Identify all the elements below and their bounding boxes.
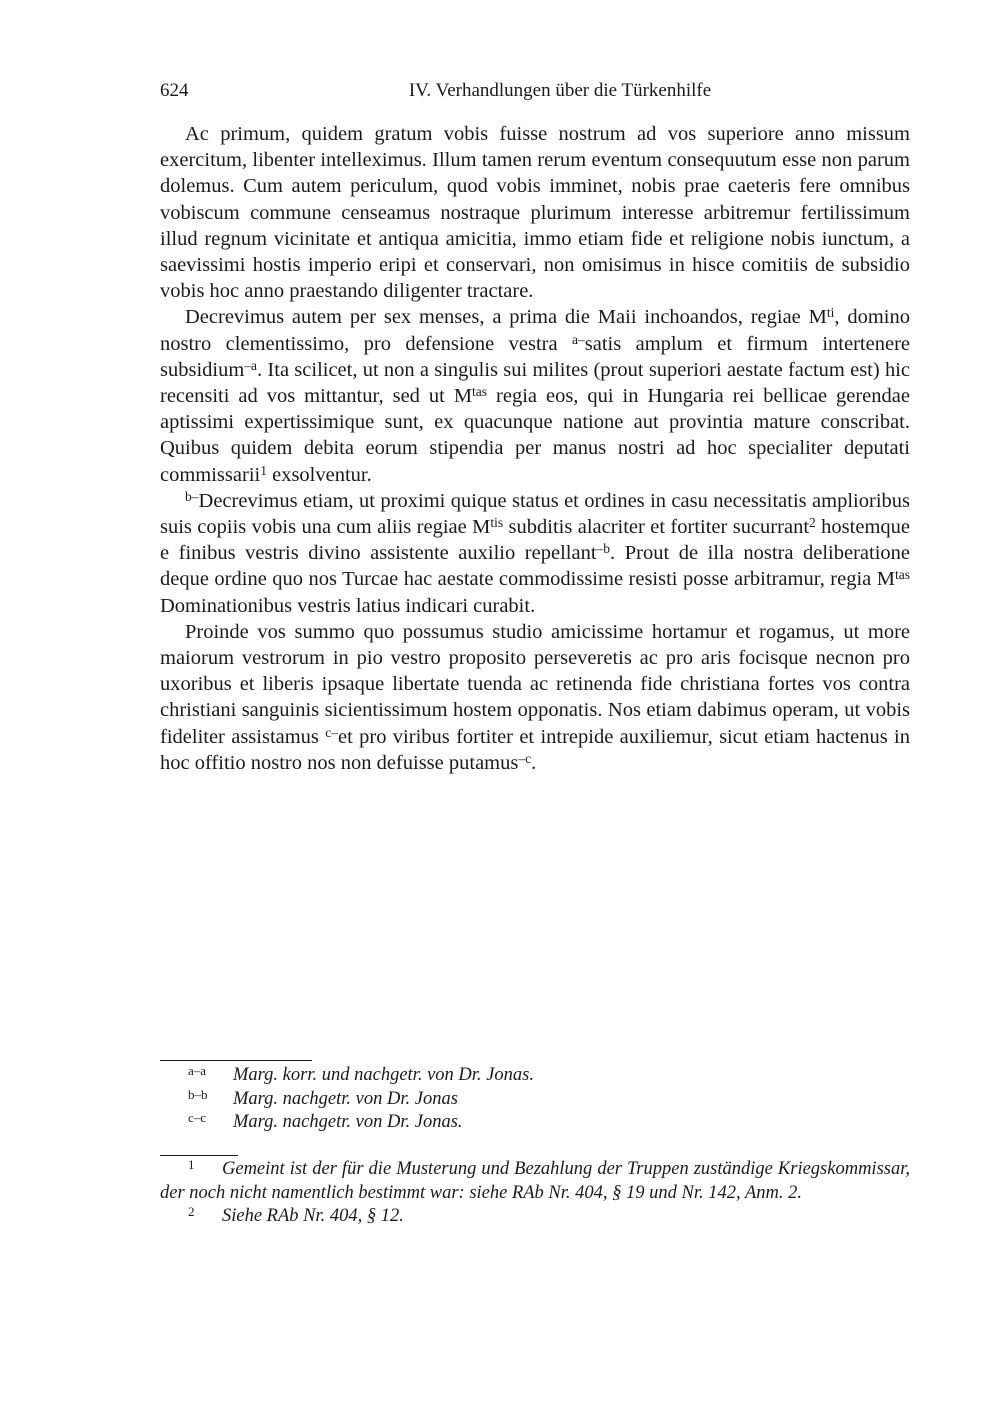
text-run: . Ita scilicet, ut non a singulis sui milites (prout superiori aestate factum est) hic recensiti ad vos mittantur, sed ut M xyxy=(160,358,910,408)
superscript: tas xyxy=(894,567,910,583)
text-run: , domino nostro clementissimo, pro defensione vestra xyxy=(160,306,910,355)
footnote-text: Gemeint ist der für die Musterung und Bezahlung der Truppen zuständige Kriegskommissar, der noch nicht namentlich bestimmt war: siehe RAb Nr. 404, § 19 und Nr. 142, Anm. 2. xyxy=(160,1159,910,1203)
superscript: tas xyxy=(472,383,488,399)
footnote xyxy=(160,1205,910,1229)
footnote-text: Siehe RAb Nr. 404, § 12. xyxy=(222,1206,404,1227)
footnote-mark: 2 xyxy=(188,1204,195,1220)
text-run: et pro viribus fortiter et intrepide auxiliemur, sicut etiam hactenus in hoc offitio nostro nos non defuisse putamus xyxy=(160,725,910,774)
critical-note xyxy=(160,1111,910,1135)
footnote-mark: 1 xyxy=(188,1157,195,1172)
paragraph-1: Ac primum, quidem gratum vobis fuisse nostrum ad vos superiore anno missum exercitum, libenter intelleximus. Illum tamen rerum eventum consequutum esse non parum dolemus. Cum autem periculum, quod vobis imminet, nobis prae caeteris fere omnibus vobiscum commune censeamus nostraque plurimum interesse arbitremur fertilissimum illud regnum vicinitate et antiqua amicitia, immo etiam fide et religione nobis iunctum, a saevissimi hostis imperio eripi et conservari, non omisimus in hisce comitiis de subsidio vobis hoc anno praestando diligenter tractare. xyxy=(160,123,910,303)
note-mark: b–b xyxy=(188,1086,208,1102)
note-marker-c-open: c– xyxy=(325,724,339,740)
note-marker-b-open: b– xyxy=(185,488,199,504)
text-run: regia eos, qui in Hungaria rei bellicae gerendae aptissimi expertissimique sunt, ex quacunque natione aut provintia mature conscribat. Quibus quidem debita eorum stipendia per manus nostri ad hoc specialiter deputati commissarii xyxy=(160,385,910,486)
note-marker-c-close: –c xyxy=(518,750,532,766)
text-run: Decrevimus etiam, ut proximi quique status et ordines in casu necessitatis amplioribus suis copiis vobis una cum aliis regiae M xyxy=(160,489,910,539)
critical-notes-rule xyxy=(160,1060,312,1061)
superscript: tis xyxy=(490,514,504,530)
note-text: Marg. korr. und nachgetr. von Dr. Jonas. xyxy=(233,1065,534,1085)
text-run: satis amplum et firmum intertenere subsidium xyxy=(160,332,910,381)
note-marker-a-close: –a xyxy=(244,357,258,373)
note-text: Marg. nachgetr. von Dr. Jonas xyxy=(233,1088,458,1109)
page-number: 624 xyxy=(160,80,189,101)
critical-notes xyxy=(160,1064,910,1135)
superscript: ti xyxy=(826,305,835,321)
footnotes xyxy=(160,1158,910,1229)
note-marker-b-close: –b xyxy=(596,541,611,557)
main-text xyxy=(160,121,910,776)
page-header xyxy=(160,80,910,108)
paragraph-3 xyxy=(160,488,910,619)
text-run: exsolventur. xyxy=(266,463,372,486)
note-mark: a–a xyxy=(188,1063,207,1078)
paragraph-2 xyxy=(160,304,910,487)
critical-note xyxy=(160,1064,910,1088)
footnote-ref-2: 2 xyxy=(809,514,816,530)
running-head: IV. Verhandlungen über die Türkenhilfe xyxy=(408,80,712,101)
text-run: Dominationibus vestris latius indicari curabit. xyxy=(160,594,536,617)
note-marker-a-open: a– xyxy=(571,331,585,347)
footnote-ref-1: 1 xyxy=(260,462,267,478)
note-text: Marg. nachgetr. von Dr. Jonas. xyxy=(233,1112,463,1133)
text-run: Decrevimus autem per sex menses, a prima die Maii inchoandos, regiae M xyxy=(185,306,827,329)
text-run: hostemque e finibus vestris divino assistente auxilio repellant xyxy=(160,516,910,565)
text-run: subditis alacriter et fortiter sucurrant xyxy=(503,516,810,539)
text-run: . Prout de illa nostra deliberatione deque ordine quo nos Turcae hac aestate commodissime resisti posse arbitramur, regia M xyxy=(160,542,911,591)
text-run: Proinde vos summo quo possumus studio amicissime hortamur et rogamus, ut more maiorum vestrorum in pio vestro proposito perseveretis ac pro aris focisque necnon pro uxoribus et liberis ipsaque libertate tuenda ac retinenda fide christiana fortes vos contra christiani sanguinis sicientissimum hostem opponatis. Nos etiam dabimus operam, ut vobis fideliter assistamus xyxy=(160,620,910,748)
footnote xyxy=(160,1158,910,1205)
paragraph-4 xyxy=(160,619,910,776)
note-mark: c–c xyxy=(188,1110,207,1126)
critical-note xyxy=(160,1088,910,1112)
text-run: . xyxy=(531,751,537,774)
